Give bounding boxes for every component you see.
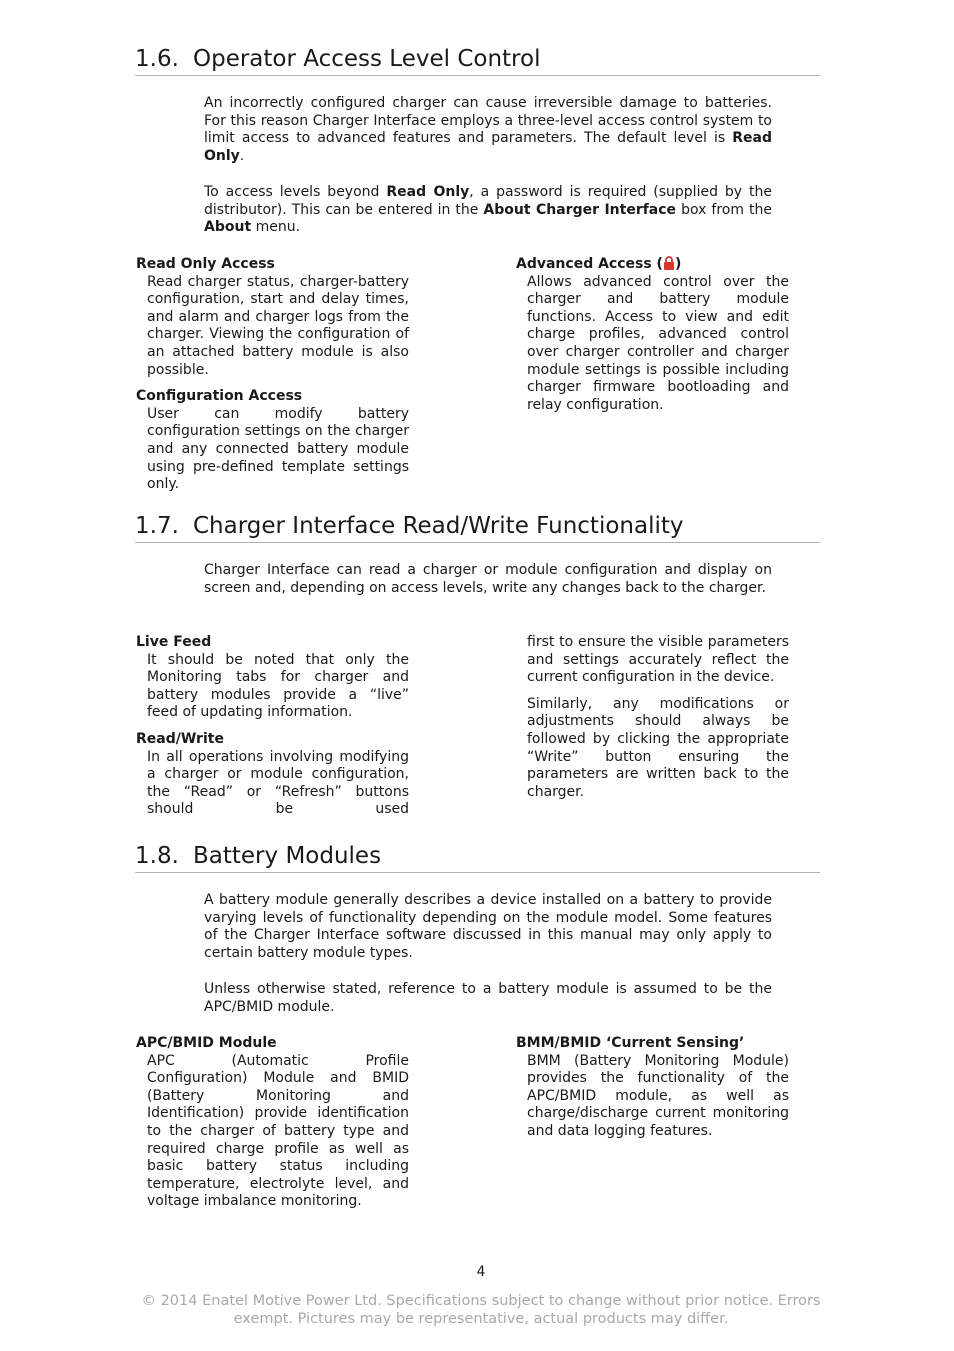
read-write-intro: Charger Interface can read a charger or module configuration and display on screen and, depending on access levels, write any changes back to the charger. (204, 562, 772, 596)
battery-modules-intro-2: Unless otherwise stated, reference to a battery module is assumed to be the APC/BMID module. (204, 981, 772, 1015)
read-write-left-column (136, 634, 409, 819)
configuration-access-text: User can modify battery configuration settings on the charger and any connected battery module using pre-defined template settings only. (147, 405, 409, 493)
section-heading-1-7 (135, 511, 820, 543)
live-feed-heading: Live Feed (136, 634, 212, 650)
read-write-text-continued: first to ensure the visible parameters and settings accurately reflect the current configuration in the device. (527, 634, 789, 686)
access-levels-right-column (516, 256, 789, 414)
read-only-access-heading: Read Only Access (136, 256, 275, 272)
heading-text: ) (674, 256, 682, 272)
read-write-right-column (516, 634, 789, 801)
apc-bmid-module-heading: APC/BMID Module (136, 1035, 277, 1051)
live-feed-text: It should be noted that only the Monitoring tabs for charger and battery modules provide a “live” feed of updating information. (147, 651, 409, 721)
section-title: Operator Access Level Control (193, 46, 541, 72)
read-only-access-text: Read charger status, charger-battery configuration, start and delay times, and alarm and charger logs from the charger. Viewing the configuration of an attached battery module is also possible. (147, 273, 409, 378)
section-heading-1-6 (135, 44, 820, 76)
read-write-text: In all operations involving modifying a charger or module configuration, the “Read” or “Refresh” buttons should be used (147, 748, 409, 818)
battery-modules-left-column (136, 1035, 409, 1211)
similarly-text: Similarly, any modifications or adjustments should always be followed by clicking the appropriate “Write” button ensuring the parameters are written back to the charger. (527, 695, 789, 800)
footer-line-1: © 2014 Enatel Motive Power Ltd. Specifications subject to change without prior notice. Errors (141, 1293, 821, 1309)
advanced-access-heading (516, 256, 789, 274)
read-write-heading: Read/Write (136, 730, 224, 747)
section-title: Battery Modules (193, 843, 382, 869)
lock-icon (663, 256, 675, 270)
intro-paragraph-2 (204, 184, 772, 237)
text-run: An incorrectly configured charger can cause irreversible damage to batteries. For this reason Charger Interface employs a three-level access control system to limit access to advanced features and parameters. The default level is (204, 95, 772, 147)
text-run: , a password is required (supplied by the distributor). This can be entered in the (204, 184, 772, 218)
battery-modules-intro-1: A battery module generally describes a device installed on a battery to provide varying levels of functionality depending on the module model. Some features of the Charger Interface software discussed in this manual may only apply to certain battery module types. (204, 892, 772, 961)
page-number: 4 (476, 1264, 486, 1280)
bold-run: Read Only (386, 184, 470, 200)
section-heading-1-8 (135, 841, 820, 873)
text-run: menu. (251, 219, 301, 236)
configuration-access-heading: Configuration Access (136, 388, 303, 405)
bold-run: About Charger Interface (483, 201, 677, 218)
access-levels-left-column (136, 256, 409, 494)
heading-text: Advanced Access ( (516, 256, 663, 272)
text-run: box from the (676, 201, 773, 218)
bmm-bmid-heading: BMM/BMID ‘Current Sensing’ (516, 1035, 745, 1051)
battery-modules-right-column (516, 1035, 789, 1141)
bmm-bmid-text: BMM (Battery Monitoring Module) provides the functionality of the APC/BMID module, as well as charge/discharge current monitoring and data logging features. (527, 1052, 789, 1139)
section-number: 1.8. (135, 843, 179, 869)
bold-run: Read Only (204, 130, 772, 164)
section-number: 1.6. (135, 46, 179, 72)
advanced-access-text: Allows advanced control over the charger and battery module functions. Access to view and edit charge profiles, advanced control over charger controller and charger module settings is possible including charger firmware bootloading and relay configuration. (527, 273, 789, 413)
text-run: . (239, 147, 245, 164)
intro-paragraph-1 (204, 95, 772, 165)
footer-line-2: exempt. Pictures may be representative, actual products may differ. (233, 1311, 729, 1327)
section-number: 1.7. (135, 513, 179, 539)
footer (100, 1292, 862, 1328)
apc-bmid-module-text: APC (Automatic Profile Configuration) Module and BMID (Battery Monitoring and Identification) provide identification to the charger of battery type and required charge profile as well as basic battery status including temperature, electrolyte level, and voltage imbalance monitoring. (147, 1052, 409, 1210)
text-run: To access levels beyond (204, 184, 387, 200)
section-title: Charger Interface Read/Write Functionality (193, 513, 684, 539)
bold-run: About (204, 219, 252, 236)
